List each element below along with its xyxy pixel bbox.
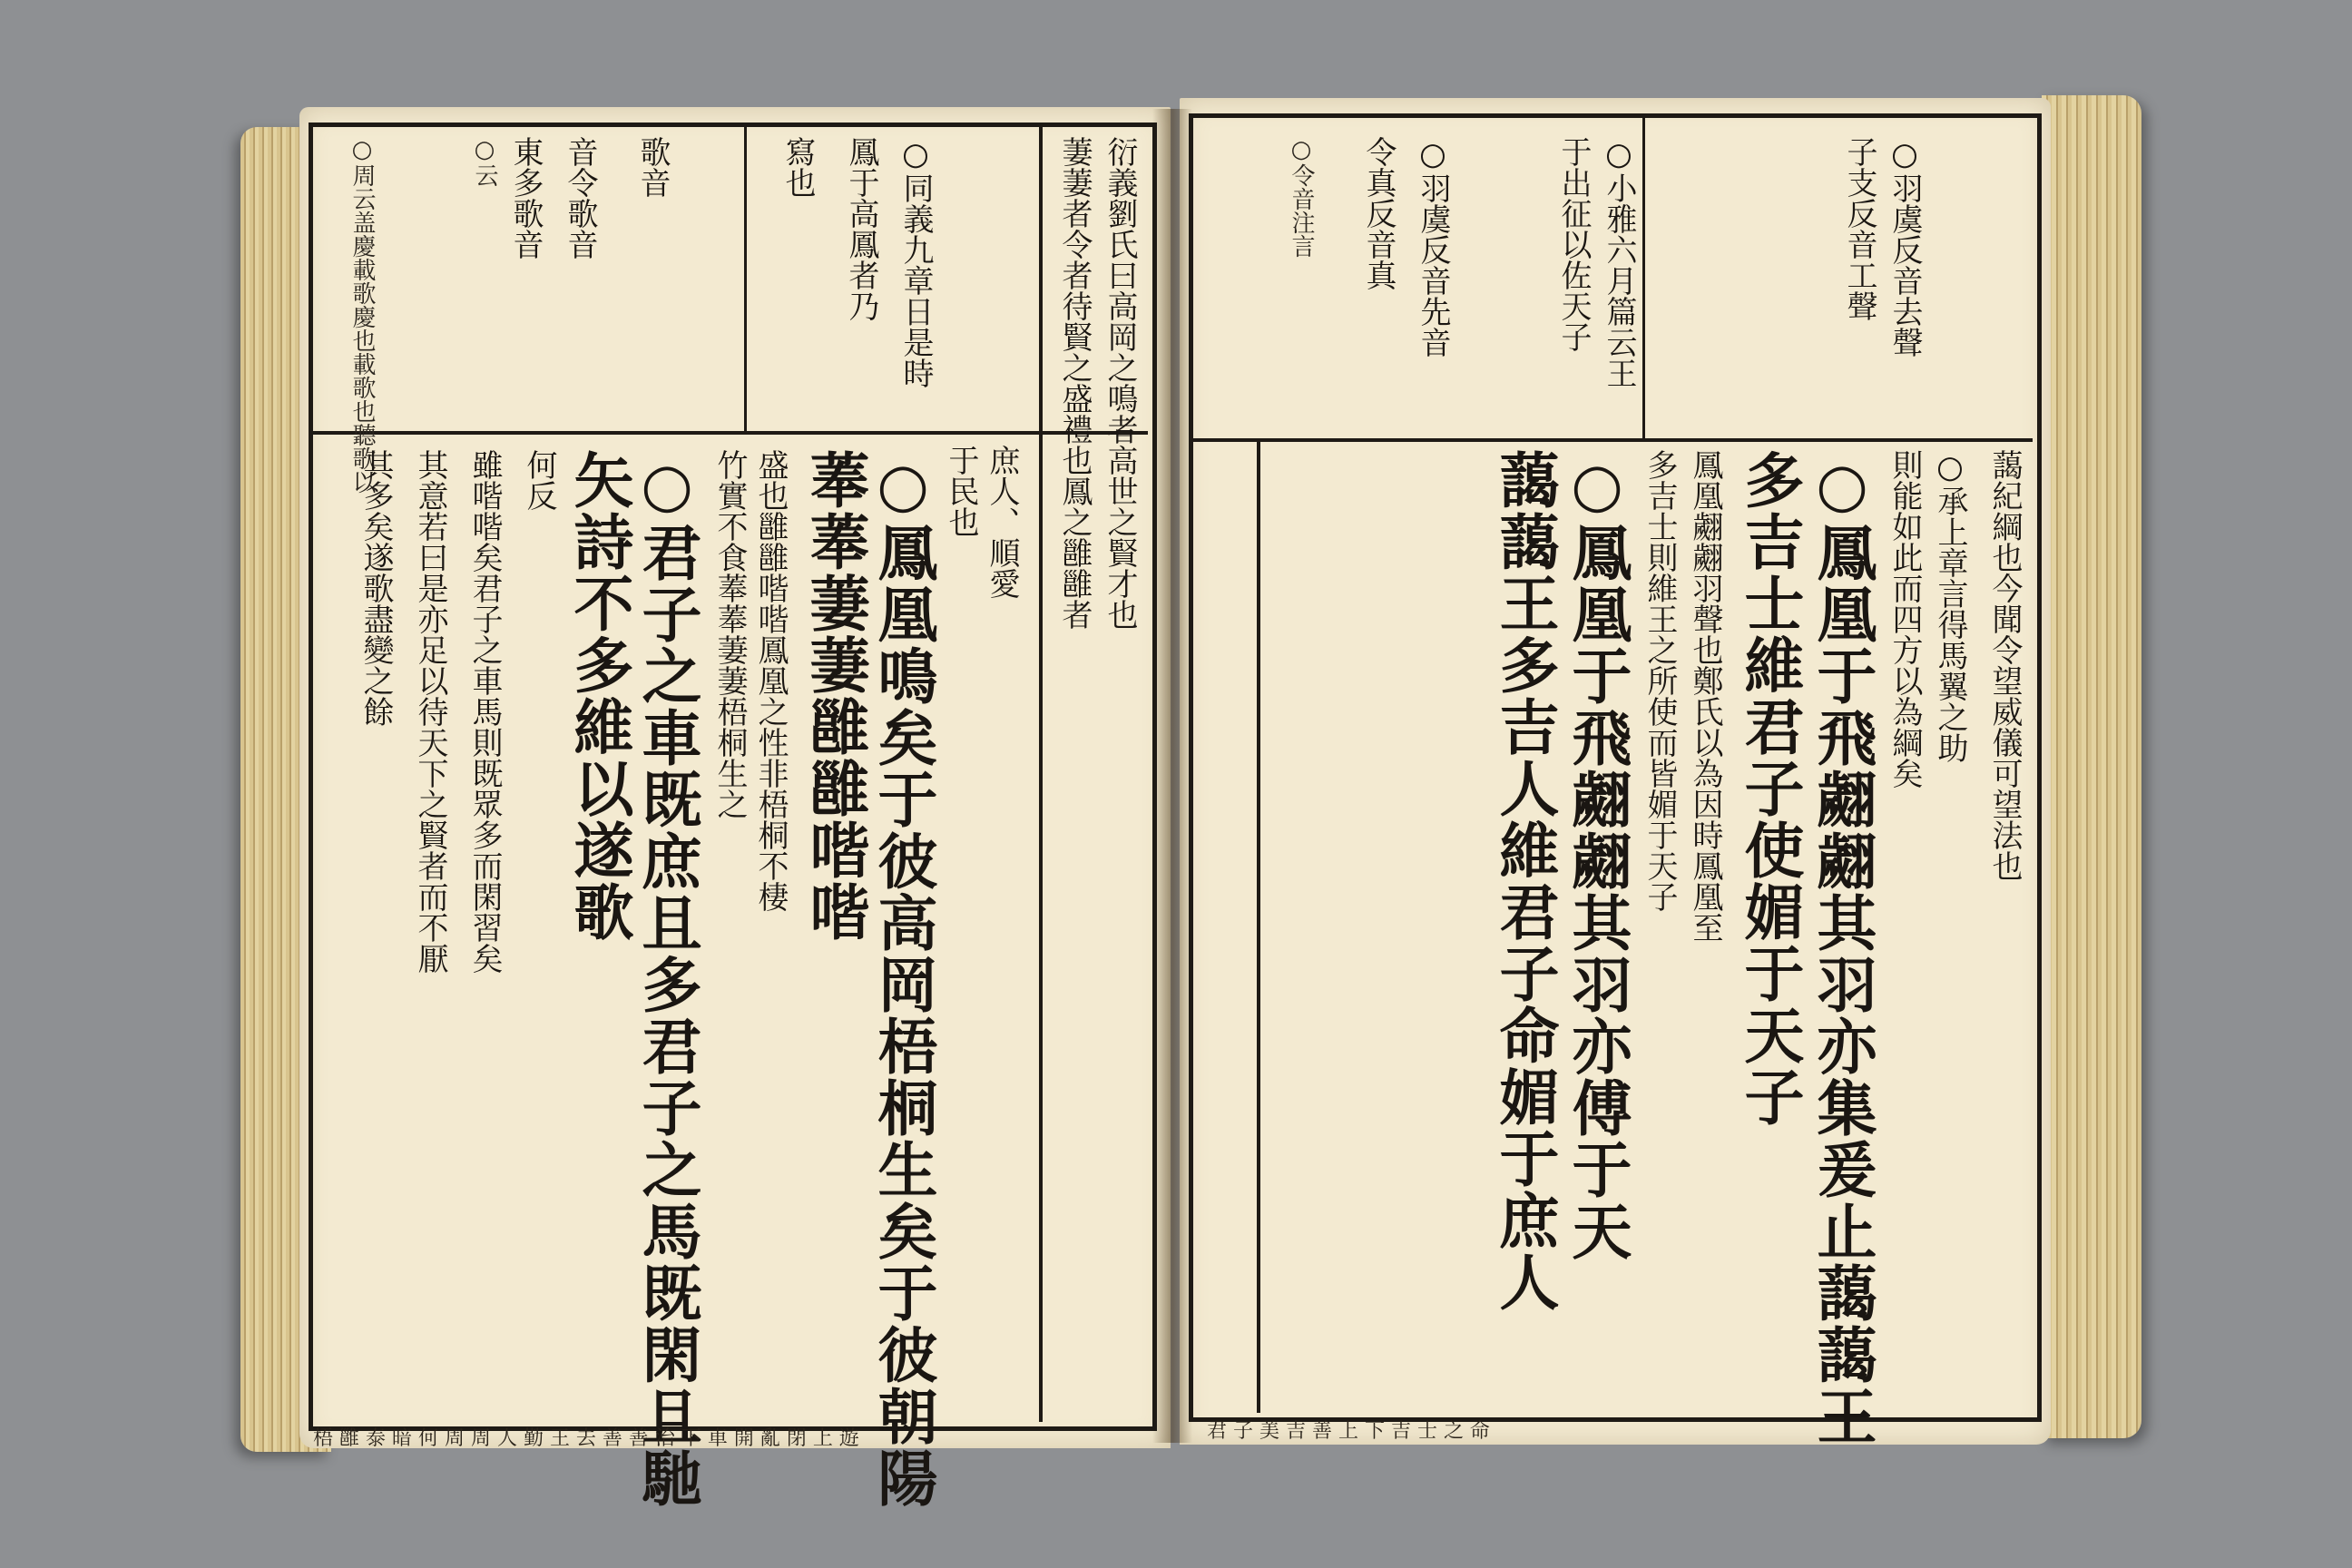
right-upper-note: ○小雅六月篇云王 <box>1601 136 1637 388</box>
left-main-column: 竹實不食菶菶萋萋梧桐生之 <box>711 449 748 819</box>
left-main-column: 菶菶萋萋雝雝喈喈 <box>799 449 870 943</box>
left-main-column: 其意若曰是亦足以待天下之賢者而不厭 <box>412 449 448 974</box>
left-upper-note: ○周云盖慶載歌慶也載歌也聽歌以 <box>348 136 376 494</box>
right-main-column: 則能如此而四方以為綱矣 <box>1886 449 1923 789</box>
right-main-column: 鳳凰翽翽羽聲也鄭氏以為因時鳳凰至 <box>1687 449 1723 943</box>
left-upper-note: ○同義九章日是時 <box>897 136 934 388</box>
right-main-column: ○鳳凰于飛翽翽其羽亦集爰止藹藹王 <box>1807 449 1877 1447</box>
left-upper-note: 歌音 <box>634 136 671 198</box>
right-main-column: ○承上章言得馬翼之助 <box>1932 449 1968 763</box>
left-upper-note: 鳳于高鳳者乃 <box>843 136 879 321</box>
left-main-column: 矢詩不多維以遂歌 <box>564 449 634 943</box>
right-upper-note: 令真反音真 <box>1360 136 1396 290</box>
left-upper-note: 音令歌音 <box>562 136 598 260</box>
left-main-column: 雖喈喈矣君子之車馬則既眾多而閑習矣 <box>466 449 503 974</box>
left-main-column: 其多矣遂歌盡變之餘 <box>358 449 394 727</box>
left-upper-note: 寫也 <box>779 136 816 198</box>
left-main-column: ○君子之車既庶且多君子之馬既閑且馳 <box>632 449 702 1509</box>
right-main-column: 多吉士則維王之所使而皆媚于天子 <box>1642 449 1678 912</box>
right-upper-divider <box>1642 113 1645 438</box>
right-main-column: ○鳳凰于飛翽翽其羽亦傅于天 <box>1562 449 1632 1262</box>
left-column-divider <box>1039 122 1043 1422</box>
right-upper-note: ○羽虞反音去聲 <box>1886 136 1923 358</box>
right-upper-note: ○羽虞反音先音 <box>1415 136 1451 358</box>
left-upper-note: 東多歌音 <box>507 136 544 260</box>
right-main-column: 藹紀綱也今聞令望威儀可望法也 <box>1986 449 2023 881</box>
left-main-column: 庶人、順愛 <box>984 445 1020 599</box>
right-upper-note: 子支反音工聲 <box>1841 136 1877 321</box>
left-commentary-column: 萋萋者令者待賢之盛禮也鳳之雝雝者 <box>1056 136 1093 630</box>
left-main-column: ○鳳凰鳴矣于彼高岡梧桐生矣于彼朝陽 <box>867 449 938 1509</box>
right-main-column: 多吉士維君子使媚于天子 <box>1734 449 1805 1128</box>
left-commentary-column: 衍義劉氏曰高岡之鳴者高世之賢才也 <box>1102 136 1138 630</box>
left-main-column: 何反 <box>521 449 557 511</box>
right-upper-note: ○令音注言 <box>1288 136 1315 258</box>
book-gutter <box>1152 109 1192 1443</box>
left-upper-divider <box>744 122 747 431</box>
right-main-column: 藹藹王多吉人維君子命媚于庶人 <box>1489 449 1560 1313</box>
right-page-stack <box>2042 95 2141 1438</box>
right-upper-note: 于出征以佐天子 <box>1555 136 1592 352</box>
left-main-column: 于民也 <box>943 445 979 537</box>
right-bottom-strip: 君 子 美 吉 善 上 下 吉 士 之 命 <box>1207 1420 1490 1443</box>
left-bottom-strip: 梧 雝 泰 暗 何 周 周 人 勤 王 去 善 善 治 下 車 開 亂 閉 上 遊 <box>313 1427 859 1450</box>
left-main-column: 盛也雝雝喈喈鳳凰之性非梧桐不棲 <box>752 449 789 912</box>
right-column-divider <box>1257 438 1260 1413</box>
left-upper-note: ○云 <box>471 136 498 187</box>
